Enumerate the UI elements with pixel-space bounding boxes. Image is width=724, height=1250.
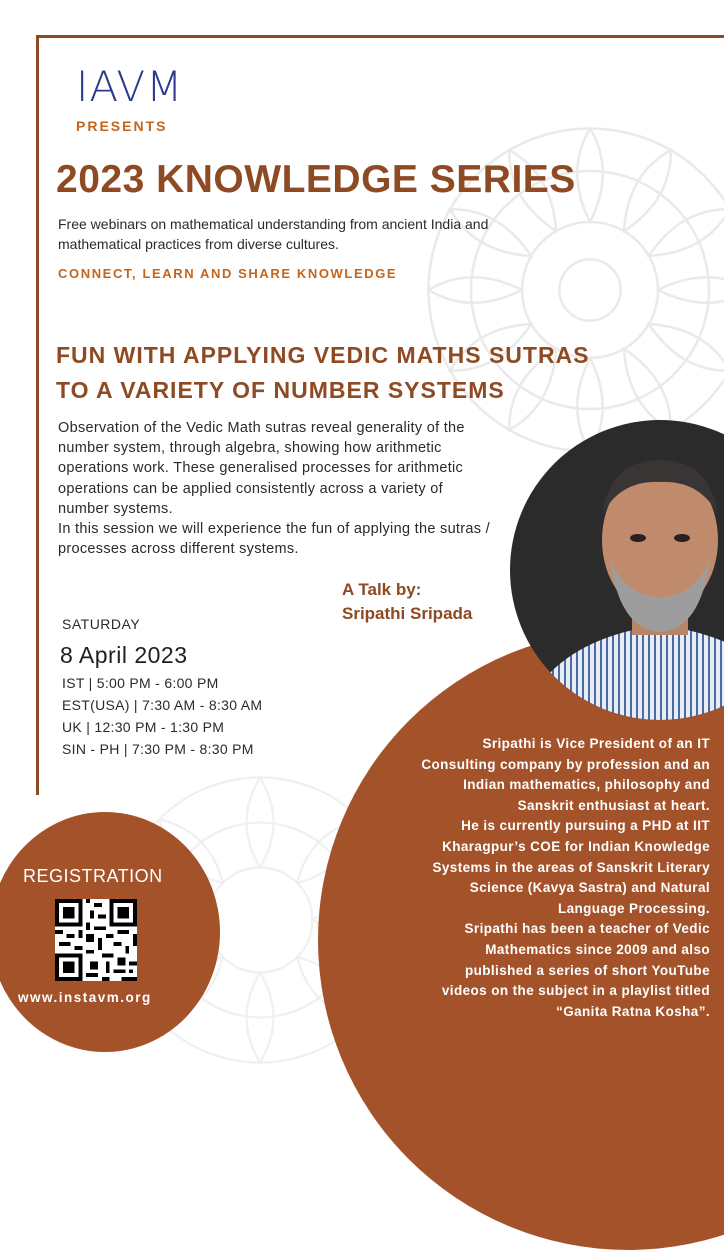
speaker-photo bbox=[510, 420, 724, 720]
event-day: SATURDAY bbox=[62, 616, 140, 632]
talk-abstract bbox=[58, 418, 498, 559]
registration-label: REGISTRATION bbox=[23, 866, 163, 887]
bio-line: Kharagpur’s COE for Indian Knowledge bbox=[350, 837, 710, 858]
bio-line: Language Processing. bbox=[350, 899, 710, 920]
time-sin-ph: SIN - PH | 7:30 PM - 8:30 PM bbox=[62, 738, 262, 760]
registration-qr-code[interactable] bbox=[55, 899, 137, 981]
bio-line: Science (Kavya Sastra) and Natural bbox=[350, 878, 710, 899]
presents-label: PRESENTS bbox=[76, 118, 167, 134]
abstract-paragraph-1: Observation of the Vedic Math sutras reveal generality of the number system, through algebra, showing how arithmetic operations work. These generalised processes for arithmetic operations can be applied consistently across a variety of number systems. bbox=[58, 418, 498, 519]
bio-line: Sanskrit enthusiast at heart. bbox=[350, 796, 710, 817]
bio-line: He is currently pursuing a PHD at IIT bbox=[350, 816, 710, 837]
bio-line: Sripathi is Vice President of an IT bbox=[350, 734, 710, 755]
bio-line: Mathematics since 2009 and also bbox=[350, 940, 710, 961]
bio-line: Sripathi has been a teacher of Vedic bbox=[350, 919, 710, 940]
time-ist: IST | 5:00 PM - 6:00 PM bbox=[62, 672, 262, 694]
talk-by-label: A Talk by: bbox=[342, 578, 472, 602]
series-title: 2023 KNOWLEDGE SERIES bbox=[56, 158, 576, 202]
talk-by bbox=[342, 578, 472, 626]
bio-line: Systems in the areas of Sanskrit Literary bbox=[350, 858, 710, 879]
event-date: 8 April 2023 bbox=[60, 642, 187, 669]
talk-title-line-1: FUN WITH APPLYING VEDIC MATHS SUTRAS bbox=[56, 338, 716, 373]
speaker-name: Sripathi Sripada bbox=[342, 602, 472, 626]
bio-line: Consulting company by profession and an bbox=[350, 755, 710, 776]
time-uk: UK | 12:30 PM - 1:30 PM bbox=[62, 716, 262, 738]
talk-title-line-2: TO A VARIETY OF NUMBER SYSTEMS bbox=[56, 373, 716, 408]
bio-line: Indian mathematics, philosophy and bbox=[350, 775, 710, 796]
bio-line: published a series of short YouTube bbox=[350, 961, 710, 982]
series-description: Free webinars on mathematical understanding from ancient India and mathematical practices from diverse cultures. bbox=[58, 214, 518, 254]
bio-line: videos on the subject in a playlist titled bbox=[350, 981, 710, 1002]
bio-line: “Ganita Ratna Kosha”. bbox=[350, 1002, 710, 1023]
tagline: CONNECT, LEARN AND SHARE KNOWLEDGE bbox=[58, 266, 397, 281]
speaker-bio bbox=[350, 734, 710, 1022]
time-est: EST(USA) | 7:30 AM - 8:30 AM bbox=[62, 694, 262, 716]
iavm-logo: IAVM bbox=[76, 62, 183, 111]
website-url[interactable]: www.instavm.org bbox=[18, 990, 152, 1005]
event-times bbox=[62, 672, 262, 760]
talk-title bbox=[56, 338, 716, 408]
abstract-paragraph-2: In this session we will experience the fun of applying the sutras / processes across different systems. bbox=[58, 519, 498, 559]
